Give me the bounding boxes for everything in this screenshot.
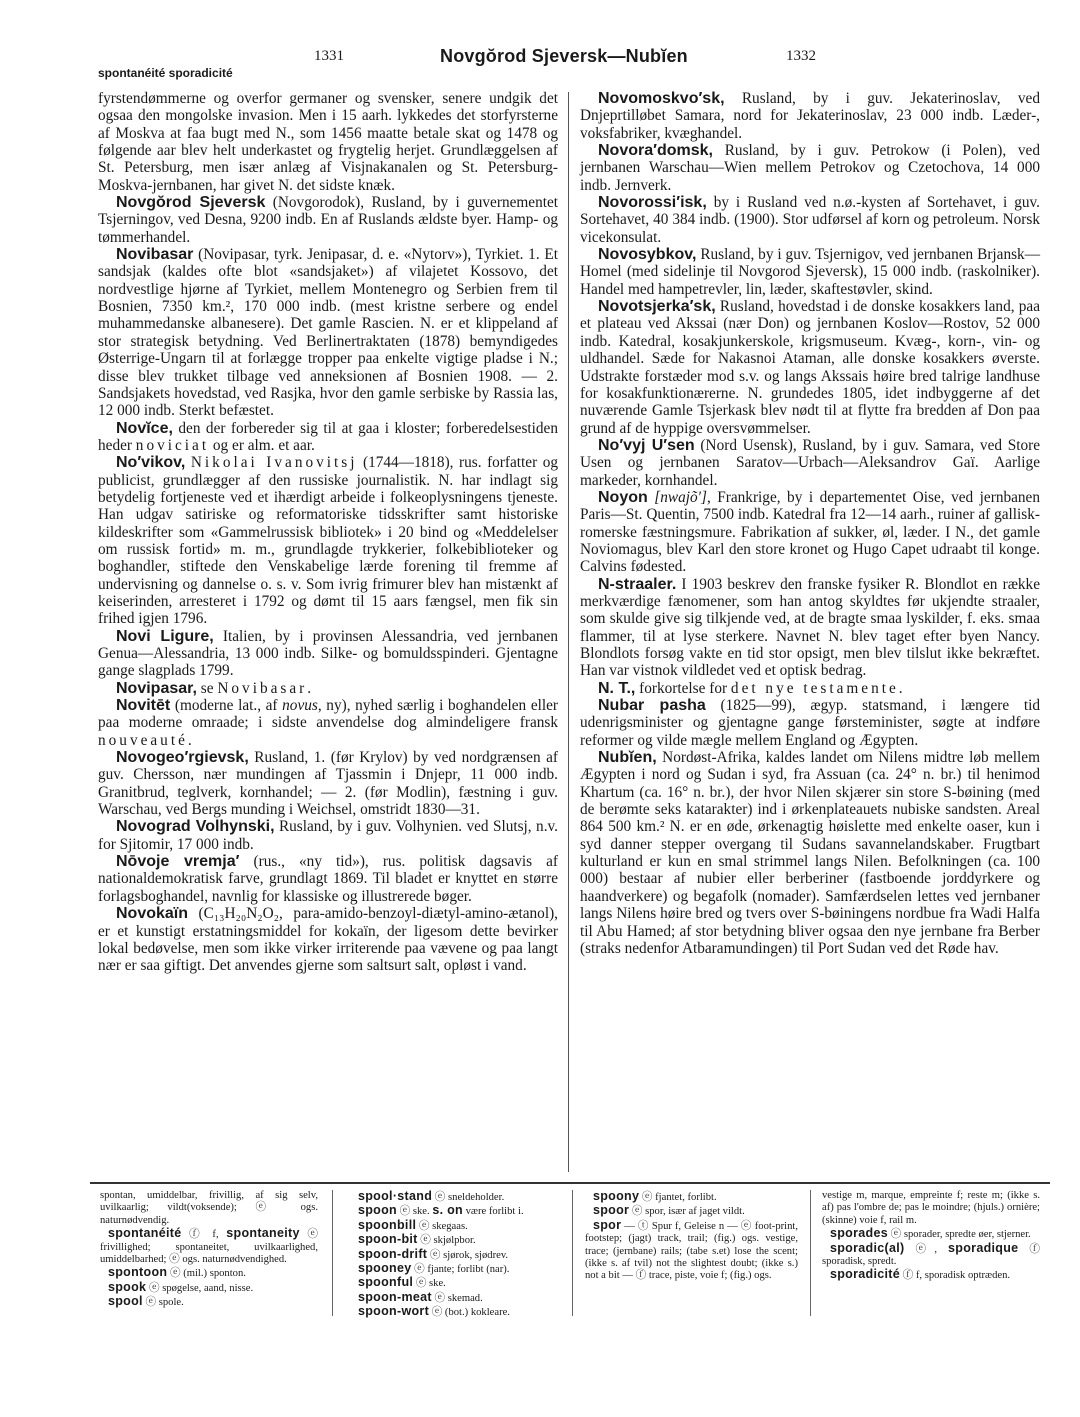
headword: Novgŏrod Sjeversk (116, 194, 266, 212)
headword: Nubĭen, (598, 749, 657, 767)
headword: Novogeo′rgievsk, (116, 749, 249, 767)
catchword: spontanéité sporadicité (98, 66, 233, 80)
dict-entry: sporadic(al) ⓔ, sporadique ⓕ sporadisk, spredt. (822, 1240, 1040, 1268)
headword: Novi Ligure, (116, 627, 214, 645)
dict-entry: spoor ⓔ spor, især af jaget vildt. (593, 1203, 745, 1218)
dictionary-column-3 (585, 1190, 798, 1283)
dict-entry: spontan, umiddelbar, frivillig, af sig selv, uvilkaarlig; vildt(voksende); ⓔ ogs. naturnødvendig. (100, 1190, 318, 1226)
page-title: Novgŏrod Sjeversk—Nubĭen (440, 46, 688, 66)
dictionary-column-4 (822, 1190, 1040, 1283)
entry: Nubar pasha (1825—99), ægyp. statsmand, i længere tid udenrigsminister og gjentagne gange førsteminister, søgte at indføre reformer og vilde mægle mellem England og Ægypten. (580, 697, 1040, 749)
entry: Nōvoje vremja′ (rus., «ny tid»), rus. politisk dagsavis af nationaldemokratisk farve, grundlagt 1869. Til bladet er knyttet en større forlagsboghandel, navnlig for klassiske og illustrerede bøger. (98, 853, 558, 905)
dict-entry: spoonbill ⓔ skegaas. (358, 1217, 468, 1232)
entry: fyrstendømmerne og overfor germaner og svensker, senere undgik det ogsaa den mongolske invasion. Men i 15 aarh. lykkedes det storfyrsterne af Moskva at faa bugt med N., som 1456 maatte betale skat og 1478 og følgende aar blev helt underkastet og frygtelig herjet. Grundlæggelsen af St. Petersburg, men især anlæg af Visjnakanalen og St. Petersburg-Moskva-jernbanen, har givet N. det sidste knæk. (98, 90, 558, 194)
headword: Nubar pasha (598, 697, 706, 715)
dict-divider (810, 1190, 811, 1316)
dict-entry: spool·stand ⓔ sneldeholder. (358, 1189, 505, 1203)
dict-entry: spoon ⓔ ske. s. on være forlibt i. (358, 1203, 524, 1218)
entry: Novitēt (moderne lat., af novus, ny), nyhed særlig i boghandelen eller paa moderne omraade; i sidste anvendelse dog almindeligere fransk nouveauté. (98, 697, 558, 749)
dict-entry: spooney ⓔ fjante; forlibt (nar). (358, 1261, 510, 1276)
entry: Novograd Volhynski, Rusland, by i guv. Volhynien. ved Slutsj, n.v. for Sjitomir, 17 000 indb. (98, 818, 558, 853)
right-column (580, 90, 1040, 957)
headword: No′vikov, (116, 454, 186, 472)
dict-entry: spontanéité ⓕ f, spontaneity ⓔ frivillighed; spontaneitet, uvilkaarlighed, umiddelbarhed; ⓔ ogs. naturnødvendighed. (100, 1226, 319, 1266)
headword: Novorossi′isk, (598, 194, 707, 212)
entry: Novi Ligure, Italien, by i provinsen Alessandria, ved jernbanen Genua—Alessandria, 13 000 indb. Silke- og bomuldsspinderi. Gjentagne gange slagplads 1799. (98, 627, 558, 680)
entry: Novgŏrod Sjeversk (Novgorodok), Rusland, by i guvernementet Tsjerningov, ved Desna, 9200 indb. En af Ruslands ældste byer. Hamp- og tømmerhandel. (98, 194, 559, 246)
headword: Novipasar, (116, 679, 197, 697)
entry: N-straaler. I 1903 beskrev den franske fysiker R. Blondlot en række merkværdige fænomener, som han antog skyldtes før ukjendte straaler, som skulde give sig tilkjende ved, at de bragte smaa lyskilder, f. eks. smaa flammer, til at lyse sterkere. Navnet N. blev taget efter byen Nancy. Blondlots forsøg vakte en tid stor opsigt, men blev tilslut ikke bekræftet. Han var vistnok vildledet ved et optisk bedrag. (580, 575, 1040, 680)
dict-entry: spook ⓔ spøgelse, aand, nisse. (108, 1279, 254, 1294)
entry: Novokaïn (C₁₃H₂₀N₂O₂, para-amido-benzoyl-diætyl-amino-ætanol), er et kunstigt erstatningsmiddel for kokaïn, der ligesom dette bevirker lokal bedøvelse, men som ikke virker irriterende paa vævene og paa langt nær er saa giftigt. Det anvendes gjerne som saltsurt salt, opløst i vand. (98, 905, 558, 975)
dictionary-column-2 (350, 1190, 560, 1320)
entry: Novorossi′isk, by i Rusland ved n.ø.-kysten af Sortehavet, i guv. Sortehavet, 40 384 indb. (1900). Stor udførsel af korn og petroleum. Norsk vicekonsulat. (580, 194, 1040, 246)
dict-entry: spoonful ⓔ ske. (358, 1275, 446, 1290)
dict-entry: spoon-meat ⓔ skemad. (358, 1289, 483, 1304)
dict-divider (572, 1190, 573, 1316)
left-column (98, 90, 558, 975)
page-number-left: 1331 (314, 48, 344, 64)
headword: Novomoskvo′sk, (598, 90, 725, 107)
headword: N. T., (598, 679, 636, 697)
headword: Novosybkov, (598, 246, 697, 264)
footer-rule (90, 1182, 1050, 1184)
entry: No′vyj U′sen (Nord Usensk), Rusland, by i guv. Samara, ved Store Usen og jernbanen Saratov—Urbach—Aleksandrov Gaï. Aarlige markeder, kornhandel. (580, 436, 1041, 489)
entry: Novotsjerka′sk, Rusland, hovedstad i de donske kosakkers land, paa et plateau ved Akssai (nær Don) og jernbanen Koslov—Rostov, 52 000 indb. Katedral, kosakjunkerskole, krigsmuseum. Kvæg-, korn-, vin- og uldhandel. Sæde for Nakasnoi Ataman, alle donske kosakkers øverste. Udstrakte forstæder mod s.v. og langs Akssais høire bred talrige landhuse for kosakfunktionærerne. N. grundedes 1805, idet indbyggerne af det nuværende Gamle Tsjerkask blev nødt til at flytte fra bredden af Don paa grund af de hyppige oversvømmelser. (580, 298, 1040, 437)
entry: Novogeo′rgievsk, Rusland, 1. (før Krylov) by ved nordgrænsen af guv. Chersson, nær mundingen af Tjassmin i Dnjepr, 11 000 indb. Granitbrud, teglverk, kornhandel; — 2. (før Modlin), fæstning i guv. Warschau, ved Bergs munding i Weichsel, omstridt 1830—31. (98, 749, 558, 819)
dict-divider (332, 1190, 333, 1316)
column-divider (568, 92, 569, 1172)
headword: Novibasar (116, 246, 194, 264)
entry: Noyon [nwajõ′], Frankrige, by i departementet Oise, ved jernbanen Paris—St. Quentin, 7500 indb. Katedral fra 12—14 aarh., ruiner af gallisk-romerske fæstningsmure. Fabrikation af sukker, øl, læder. I N., det gamle Noviomagus, blev Karl den store kronet og Hugo Capet udraabt til konge. Calvins fødested. (580, 488, 1040, 576)
entry: Nubĭen, Nordøst-Afrika, kaldes landet om Nilens midtre løb mellem Ægypten i nord og Sudan i syd, fra Assuan (ca. 24° n. br.) til henimod Khartum (ca. 16° n. br.), der hvor Nilen skjærer sin store S-bøining (med de berømte seks katarakter) ind i ørkenplateauets nubiske sandsten. Areal 864 500 km.² N. er en øde, ørkenagtig høislette med enkelte oaser, kun i syd danner stepper overgang til Sudans savannelandskaber. Frugtbart kulturland er kun en smal strimmel langs Nilen. Befolkningen (ca. 100 000) bestaar af nubier eller berberiner (fastboende jorddyrkere og haandverkere) og begafolk (nomader). Samfærdselen lettes ved jernbaner langs Nilens høire bred og tvers over S-bøiningens nordbue fra Wadi Halfa til Abu Hamed; af stor betydning bliver ogsaa den nye jernbane fra Berber (straks nedenfor Atbaramundingen) til Port Sudan ved det Røde hav. (580, 749, 1040, 957)
dict-entry: spoony ⓔ fjantet, forlibt. (593, 1189, 717, 1203)
headword: Novora′domsk, (598, 142, 713, 160)
dictionary-column-1 (100, 1190, 318, 1310)
dict-entry: spool ⓔ spole. (108, 1294, 184, 1309)
headword: Novotsjerka′sk, (598, 298, 716, 316)
headword: Noyon (598, 488, 648, 506)
headword: N-straaler. (598, 575, 677, 593)
entry: Novora′domsk, Rusland, by i guv. Petrokow (i Polen), ved jernbanen Warschau—Wien mellem Petrokov og Czetochova, 14 000 indb. Jernverk. (580, 142, 1040, 194)
headword: Novitēt (116, 697, 171, 715)
dict-entry: sporades ⓔ sporader, spredte øer, stjerner. (830, 1226, 1031, 1241)
headword: Novograd Volhynski, (116, 818, 275, 836)
entry: Novĭce, den der forbereder sig til at gaa i kloster; forberedelsestiden heder noviciat og er alm. et aar. (98, 419, 558, 454)
headword: Novĭce, (116, 419, 173, 437)
dict-entry: vestige m, marque, empreinte f; reste m; (ikke s. af) pas l'ombre de; pas le moindre; (hjuls.) ornière; (skinne) voie f, rail m. (822, 1190, 1040, 1226)
entry: Novosybkov, Rusland, by i guv. Tsjernigov, ved jernbanen Brjansk—Homel (med sidelinje til Novgorod Sjeversk), 15 000 indb. (raskolniker). Handel med hampetrevler, lin, læder, skaftestøvler, skind. (580, 246, 1040, 298)
dict-entry: spoon-wort ⓔ (bot.) kokleare. (358, 1304, 510, 1319)
entry: Novomoskvo′sk, Rusland, by i guv. Jekaterinoslav, ved Dnjeprtilløbet Samara, nord for Jekaterinoslav, 23 000 indb. Læder-, voksfabriker, kvæghandel. (580, 90, 1040, 142)
entry: No′vikov, Nikolai Ivanovitsj (1744—1818), rus. forfatter og publicist, grundlægger af den russiske journalistik. N. har indlagt sig betydelig fortjeneste ved et ihærdigt arbeide i folkeoplysningens tjeneste. Han udgav satiriske og reformatoriske tidsskrifter samt historiske kildeskrifter som «Gammelrussisk bibliotek» i 20 bind og «Meddelelser om russisk fortid» m. m., grundlagde trykkerier, folkebiblioteker og boghandler, stiftede den Venskabelige lærde forening til fremme af undervisning og dannelse o. s. v. Som ivrig frimurer blev han mistænkt af keiserinden, arresteret i 1792 og dømt til 15 aars fængsel, men fik sin frihed igjen 1796. (98, 454, 558, 628)
headword: No′vyj U′sen (598, 436, 695, 454)
headword: Novokaïn (116, 905, 189, 923)
dict-entry: spontoon ⓔ (mil.) sponton. (108, 1265, 246, 1280)
dict-entry: spoon-drift ⓔ sjørok, sjødrev. (358, 1246, 509, 1261)
entry: Novipasar, se Novibasar. (116, 679, 312, 697)
dict-entry: spor — ⓣ Spur f, Geleise n — ⓔ foot-print, footstep; (jagt) track, trail; (fig.) ogs. vestige, trace; (jernbane) rails; (tabe s.et) lose the scent; (ikke s. af tvil) not the slightest doubt; (ikke s.) not a bit — ⓕ trace, piste, voie f; (fig.) ogs. (585, 1217, 798, 1282)
headword: Nōvoje vremja′ (116, 853, 240, 871)
entry: Novibasar (Novipasar, tyrk. Jenipasar, d. e. «Nytorv»), Tyrkiet. 1. Et sandsjak (kaldes ofte blot «sandsjaket») af vilajetet Kossovo, det nordvestlige hjørne af Tyrkiet, mellem Montenegro og Serbien frem til Bosnien, 7350 km.², 170 000 indb. (mest kristne serbere og endel muhammedanske albanesere). Det gamle Rascien. N. er et klippeland af stor strategisk betydning. Ved Berlinertraktaten (1878) bemyndigedes Østerrige-Ungarn til at forlægge tropper paa enkelte vigtige pladse i N.; disse blev trukket tilbage ved anneksionen af Bosnien 1908. — 2. Sandsjakets hovedstad, ved Rasjka, hvor den gamle serbiske by Rassia las, 12 000 indb. Sterkt befæstet. (98, 246, 558, 420)
entry: N. T., forkortelse for det nye testamente. (598, 679, 903, 697)
dict-entry: sporadicité ⓕ f, sporadisk optræden. (830, 1267, 1011, 1282)
dict-entry: spoon-bit ⓔ skjølpbor. (358, 1232, 476, 1247)
page-number-right: 1332 (786, 48, 816, 64)
